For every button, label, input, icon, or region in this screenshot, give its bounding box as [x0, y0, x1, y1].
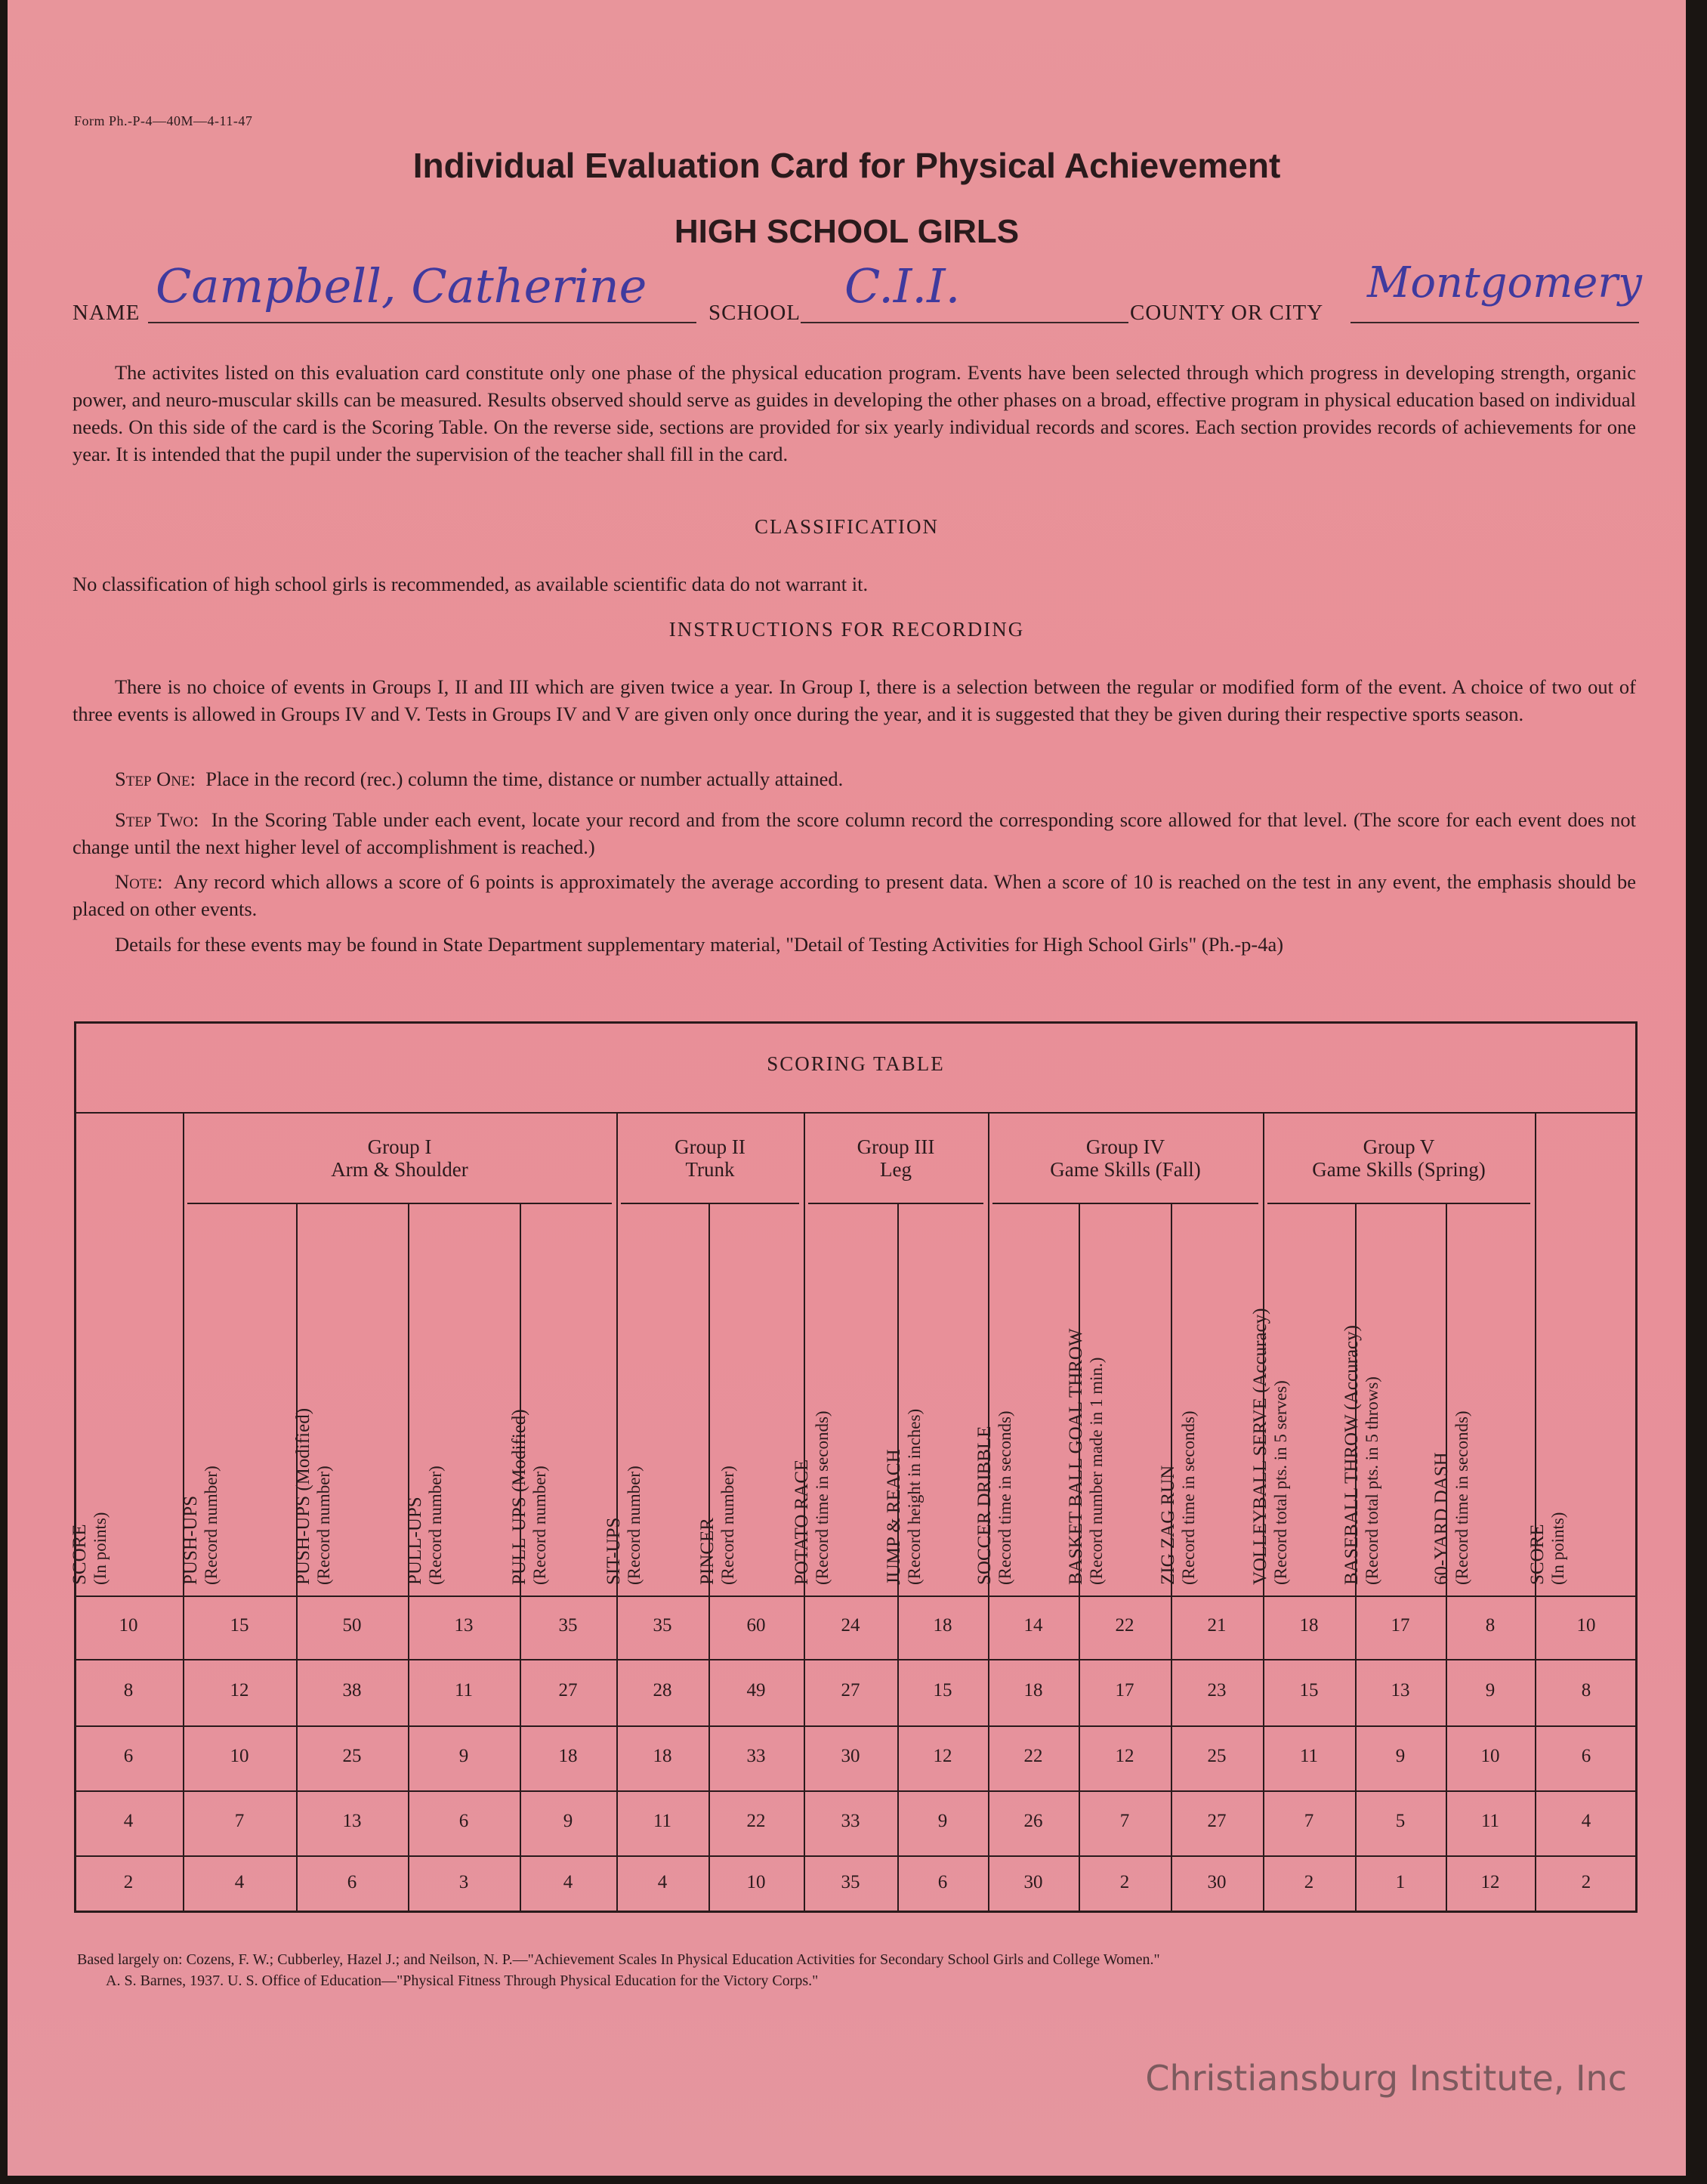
table-cell: 2: [1304, 1872, 1314, 1892]
table-cell: 27: [841, 1680, 860, 1701]
table-cell: 26: [1023, 1811, 1043, 1831]
table-cell: 12: [1115, 1746, 1134, 1766]
group-subtitle: Leg: [880, 1158, 912, 1181]
instructions-heading: INSTRUCTIONS FOR RECORDING: [668, 618, 1025, 641]
table-cell: 17: [1391, 1615, 1410, 1636]
column-name: POTATO RACE: [792, 1459, 812, 1585]
watermark: Christiansburg Institute, Inc: [1145, 2058, 1627, 2099]
intro-paragraph: The activites listed on this evaluation card constitute only one phase of the physical education program. Events have been selected through which progress in developing strength, organic power, and neuro-muscular skills can be measured. Results observed should serve as guides in developing the other phases on a broad, effective program in physical education based on individual needs. On this side of the card is the Scoring Table. On the reverse side, sections are provided for six yearly individual records and scores. Each section provides records of achievements for one year. It is intended that the pupil under the supervision of the teacher shall fill in the card.: [73, 361, 1636, 465]
column-unit: (Record total pts. in 5 serves): [1271, 1380, 1290, 1585]
table-cell: 22: [746, 1811, 766, 1831]
column-name: ZIG ZAG RUN: [1158, 1465, 1178, 1585]
table-cell: 4: [123, 1811, 134, 1831]
row-divider: [74, 1725, 1638, 1727]
group-divider: [1267, 1203, 1530, 1204]
group-label: [183, 1135, 616, 1181]
table-cell: 35: [841, 1872, 860, 1892]
group-divider: [808, 1203, 983, 1204]
column-unit: (In points): [91, 1512, 110, 1585]
table-cell: 30: [1207, 1872, 1227, 1892]
group-name: Group III: [857, 1135, 935, 1158]
column-name: SOCCER DRIBBLE: [974, 1426, 995, 1585]
column-unit: (Record number): [530, 1466, 549, 1585]
table-cell: 11: [1299, 1746, 1319, 1766]
table-cell: 38: [342, 1680, 362, 1701]
table-cell: 25: [342, 1746, 362, 1766]
table-cell: 6: [347, 1872, 357, 1892]
classification-heading: CLASSIFICATION: [754, 515, 940, 538]
table-cell: 6: [937, 1872, 948, 1892]
table-cell: 9: [1485, 1680, 1496, 1701]
header-divider: [74, 1596, 1638, 1597]
table-cell: 12: [1480, 1872, 1500, 1892]
table-cell: 13: [1391, 1680, 1410, 1701]
table-cell: 10: [1576, 1615, 1596, 1636]
table-cell: 4: [657, 1872, 668, 1892]
table-cell: 1: [1395, 1872, 1406, 1892]
scoring-table-title: SCORING TABLE: [767, 1052, 945, 1075]
school-label: SCHOOL: [708, 301, 801, 325]
table-cell: 7: [1119, 1811, 1130, 1831]
column-unit: (Record number): [202, 1466, 221, 1585]
table-cell: 25: [1207, 1746, 1227, 1766]
group-name: Group II: [674, 1135, 745, 1158]
table-cell: 30: [1023, 1872, 1043, 1892]
group-divider: [187, 1203, 612, 1204]
column-name: PINCER: [697, 1518, 718, 1585]
table-cell: 24: [841, 1615, 860, 1636]
table-cell: 18: [933, 1615, 952, 1636]
table-cell: 7: [1304, 1811, 1314, 1831]
card-title: Individual Evaluation Card for Physical Achievement: [412, 146, 1281, 185]
table-cell: 12: [933, 1746, 952, 1766]
table-cell: 6: [458, 1811, 469, 1831]
group-name: Group IV: [1085, 1135, 1165, 1158]
table-cell: 17: [1115, 1680, 1134, 1701]
table-cell: 6: [123, 1746, 134, 1766]
column-unit: (Record height in inches): [905, 1408, 924, 1585]
column-unit: (Record time in seconds): [995, 1410, 1014, 1585]
table-cell: 5: [1395, 1811, 1406, 1831]
column-name: JUMP & REACH: [884, 1449, 904, 1585]
table-cell: 50: [342, 1615, 362, 1636]
column-unit: (Record time in seconds): [1452, 1410, 1471, 1585]
table-cell: 30: [841, 1746, 860, 1766]
table-cell: 18: [653, 1746, 672, 1766]
table-cell: 33: [746, 1746, 766, 1766]
name-line: [148, 322, 696, 323]
group-subtitle: Game Skills (Fall): [1050, 1158, 1201, 1181]
table-cell: 33: [841, 1811, 860, 1831]
form-number: Form Ph.-P-4—40M—4-11-47: [74, 113, 253, 128]
table-cell: 10: [1480, 1746, 1500, 1766]
details-text: Details for these events may be found in State Department supplementary material, "Detail of Testing Activities for High School Girls" (Ph.-p-4a): [115, 933, 1284, 956]
instructions-paragraph: There is no choice of events in Groups I, II and III which are given twice a year. In Group I, there is a selection between the regular or modified form of the event. A choice of two out of three events is allowed in Groups IV and V. Tests in Groups IV and V are given only once during the year, and it is suggested that they be given during their respective sports season.: [73, 675, 1636, 725]
table-cell: 3: [458, 1872, 469, 1892]
table-cell: 27: [558, 1680, 578, 1701]
table-cell: 10: [230, 1746, 249, 1766]
table-cell: 7: [234, 1811, 245, 1831]
column-name: PUSH-UPS: [181, 1495, 201, 1585]
group-name: Group I: [367, 1135, 432, 1158]
column-name: PULL-UPS (Modified): [509, 1409, 529, 1585]
table-cell: 22: [1115, 1615, 1134, 1636]
step-one: Step One: Place in the record (rec.) column the time, distance or number actually attained.: [115, 768, 844, 790]
table-cell: 8: [1485, 1615, 1496, 1636]
table-cell: 18: [1023, 1680, 1043, 1701]
table-title-divider: [74, 1112, 1638, 1114]
classification-text: No classification of high school girls is recommended, as available scientific data do not warrant it.: [73, 573, 869, 595]
column-unit: (Record number): [426, 1466, 445, 1585]
table-cell: 18: [1299, 1615, 1319, 1636]
table-cell: 21: [1207, 1615, 1227, 1636]
row-divider: [74, 1659, 1638, 1660]
table-cell: 28: [653, 1680, 672, 1701]
table-cell: 8: [123, 1680, 134, 1701]
group-label: [1263, 1135, 1535, 1181]
footnote: Based largely on: Cozens, F. W.; Cubberley, Hazel J.; and Neilson, N. P.—"Achievement Scales In Physical Education Activities for Secondary School Girls and College Women." A. S. Barnes, 1937. U. S. Office of Education—"Physical Fitness Through Physical Education for the Victory Corps.": [77, 1951, 1160, 1989]
table-cell: 12: [230, 1680, 249, 1701]
table-cell: 23: [1207, 1680, 1227, 1701]
group-label: [988, 1135, 1263, 1181]
table-cell: 10: [746, 1872, 766, 1892]
table-cell: 35: [653, 1615, 672, 1636]
table-cell: 49: [746, 1680, 766, 1701]
table-cell: 10: [119, 1615, 138, 1636]
table-cell: 9: [563, 1811, 573, 1831]
column-unit: (Record number): [314, 1466, 333, 1585]
column-name: BASKET BALL GOAL THROW: [1066, 1328, 1086, 1585]
column-unit: (Record time in seconds): [1179, 1410, 1198, 1585]
column-unit: (Record time in seconds): [813, 1410, 832, 1585]
group-subtitle: Arm & Shoulder: [331, 1158, 468, 1181]
group-subtitle: Game Skills (Spring): [1312, 1158, 1486, 1181]
table-cell: 11: [653, 1811, 672, 1831]
school-line: [801, 322, 1128, 323]
name-value: Campbell, Catherine: [156, 258, 647, 314]
step-two: Step Two: In the Scoring Table under each event, locate your record and from the score column record the corresponding score allowed for that level. (The score for each event does not change until the next higher level of accomplishment is reached.): [73, 808, 1636, 858]
group-label: [804, 1135, 988, 1181]
group-subtitle: Trunk: [685, 1158, 735, 1181]
row-divider: [74, 1855, 1638, 1857]
table-cell: 4: [234, 1872, 245, 1892]
column-unit: (Record number): [718, 1466, 737, 1585]
table-cell: 18: [558, 1746, 578, 1766]
column-name: VOLLEYBALL SERVE (Accuracy): [1250, 1308, 1270, 1585]
school-value: C.I.I.: [844, 258, 961, 314]
table-cell: 2: [1119, 1872, 1130, 1892]
group-label: [616, 1135, 804, 1181]
table-cell: 15: [230, 1615, 249, 1636]
note: Note: Any record which allows a score of 6 points is approximately the average according to present data. When a score of 10 is reached on the test in any event, the emphasis should be placed on other events.: [73, 870, 1636, 920]
table-cell: 9: [937, 1811, 948, 1831]
table-cell: 11: [1480, 1811, 1500, 1831]
county-line: [1350, 322, 1639, 323]
group-divider: [992, 1203, 1258, 1204]
card-subtitle: HIGH SCHOOL GIRLS: [674, 213, 1020, 250]
table-cell: 2: [123, 1872, 134, 1892]
column-name: PULL-UPS: [405, 1497, 425, 1585]
table-cell: 9: [458, 1746, 469, 1766]
column-unit: (In points): [1548, 1512, 1567, 1585]
column-name: SCORE: [69, 1524, 90, 1585]
table-cell: 4: [563, 1872, 573, 1892]
table-cell: 4: [1581, 1811, 1591, 1831]
column-name: PUSH-UPS (Modified): [293, 1407, 313, 1585]
table-cell: 60: [746, 1615, 766, 1636]
name-label: NAME: [73, 301, 140, 325]
evaluation-card: [8, 0, 1686, 2176]
table-cell: 13: [454, 1615, 474, 1636]
group-divider: [621, 1203, 799, 1204]
column-unit: (Record number): [625, 1466, 644, 1585]
column-unit: (Record total pts. in 5 throws): [1363, 1376, 1381, 1585]
column-name: 60-YARD DASH: [1431, 1452, 1452, 1585]
group-name: Group V: [1363, 1135, 1435, 1158]
column-name: SCORE: [1527, 1524, 1548, 1585]
table-cell: 8: [1581, 1680, 1591, 1701]
table-cell: 15: [933, 1680, 952, 1701]
county-value: Montgomery: [1367, 258, 1642, 307]
table-cell: 35: [558, 1615, 578, 1636]
table-cell: 11: [454, 1680, 474, 1701]
county-label: COUNTY OR CITY: [1130, 301, 1324, 325]
table-cell: 2: [1581, 1872, 1591, 1892]
table-cell: 13: [342, 1811, 362, 1831]
row-divider: [74, 1790, 1638, 1792]
column-name: SIT-UPS: [603, 1517, 624, 1585]
column-unit: (Record number made in 1 min.): [1087, 1357, 1106, 1585]
table-cell: 22: [1023, 1746, 1043, 1766]
table-cell: 14: [1023, 1615, 1043, 1636]
column-name: BASEBALL THROW (Accuracy): [1341, 1325, 1362, 1585]
table-cell: 6: [1581, 1746, 1591, 1766]
table-cell: 27: [1207, 1811, 1227, 1831]
table-cell: 9: [1395, 1746, 1406, 1766]
table-cell: 15: [1299, 1680, 1319, 1701]
